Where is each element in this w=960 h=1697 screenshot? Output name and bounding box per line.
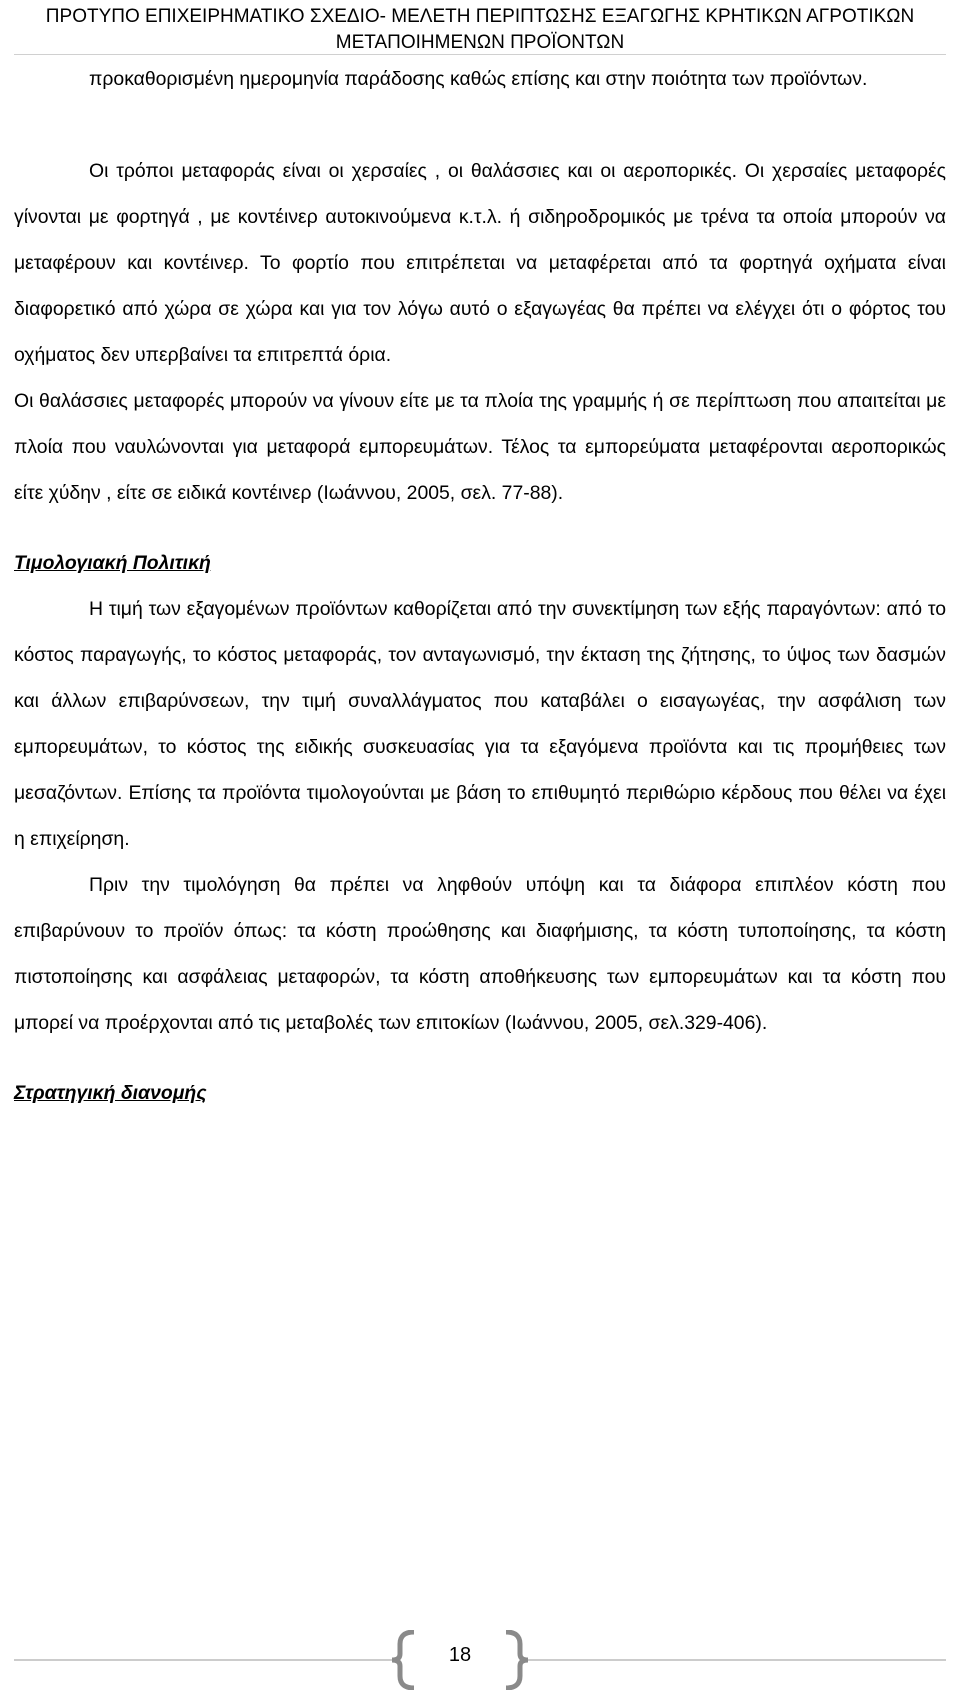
running-header	[0, 4, 960, 56]
paragraph-transport-modes: Οι τρόποι μεταφοράς είναι οι χερσαίες , οι θαλάσσιες και οι αεροπορικές. Οι χερσαίες μεταφορές γίνονται με φορτηγά , με κοντέινερ αυτοκινούμενα κ.τ.λ. ή σιδηροδρομικός με τρένα τα οποία μπορούν να μεταφέρουν και κοντέινερ. Το φορτίο που επιτρέπεται να μεταφέρεται από τα φορτηγά οχήματα είναι διαφορετικό από χώρα σε χώρα και για τον λόγω αυτό ο εξαγωγέας θα πρέπει να ελέγχει ότι ο φόρτος του οχήματος δεν υπερβαίνει τα επιτρεπτά όρια.	[14, 160, 946, 366]
page-body	[14, 56, 946, 1116]
section-heading-distribution: Στρατηγική διανομής	[14, 1082, 207, 1104]
paragraph-additional-costs: Πριν την τιμολόγηση θα πρέπει να ληφθούν υπόψη και τα διάφορα επιπλέον κόστη που επιβαρύνουν το προϊόν όπως: τα κόστη προώθησης και διαφήμισης, τα κόστη τυποποίησης, τα κόστη πιστοποίησης και ασφάλειας μεταφορών, τα κόστη αποθήκευσης των εμπορευμάτων και τα κόστη που μπορεί να προέρχονται από τις μεταβολές των επιτοκίων (Ιωάννου, 2005, σελ.329-406).	[14, 874, 946, 1034]
header-line-2: ΜΕΤΑΠΟΙΗΜΕΝΩΝ ΠΡΟΪΟΝΤΩΝ	[335, 32, 625, 53]
paragraph-pricing-factors: Η τιμή των εξαγομένων προϊόντων καθορίζεται από την συνεκτίμηση των εξής παραγόντων: από το κόστος παραγωγής, το κόστος μεταφοράς, τον ανταγωνισμό, την έκταση της ζήτησης, το ύψος των δασμών και άλλων επιβαρύνσεων, την τιμή συναλλάγματος που καταβάλει ο εισαγωγέας, την ασφάλιση των εμπορευμάτων, το κόστος της ειδικής συσκευασίας για τα εξαγόμενα προϊόντα και τις προμήθειες των μεσαζόντων. Επίσης τα προϊόντα τιμολογούνται με βάση το επιθυμητό περιθώριο κέρδους που θέλει να έχει η επιχείρηση.	[14, 598, 946, 850]
header-divider	[14, 54, 946, 55]
header-line-1: ΠΡΟΤΥΠΟ ΕΠΙΧΕΙΡΗΜΑΤΙΚΟ ΣΧΕΔΙΟ- ΜΕΛΕΤΗ ΠΕΡΙΠΤΩΣΗΣ ΕΞΑΓΩΓΗΣ ΚΡΗΤΙΚΩΝ ΑΓΡΟΤΙΚΩΝ	[45, 6, 915, 27]
paragraph-sea-air-transport: Οι θαλάσσιες μεταφορές μπορούν να γίνουν είτε με τα πλοία της γραμμής ή σε περίπτωση που απαιτείται με πλοία που ναυλώνονται για μεταφορά εμπορευμάτων. Τέλος τα εμπορεύματα μεταφέρονται αεροπορικώς είτε χύδην , είτε σε ειδικά κοντέινερ (Ιωάννου, 2005, σελ. 77-88).	[14, 390, 946, 504]
paragraph-delivery: προκαθορισμένη ημερομηνία παράδοσης καθώς επίσης και στην ποιότητα των προϊόντων.	[89, 68, 868, 90]
page-number: 18	[448, 1644, 472, 1666]
section-heading-pricing: Τιμολογιακή Πολιτική	[14, 552, 211, 574]
page-footer	[0, 1630, 960, 1690]
